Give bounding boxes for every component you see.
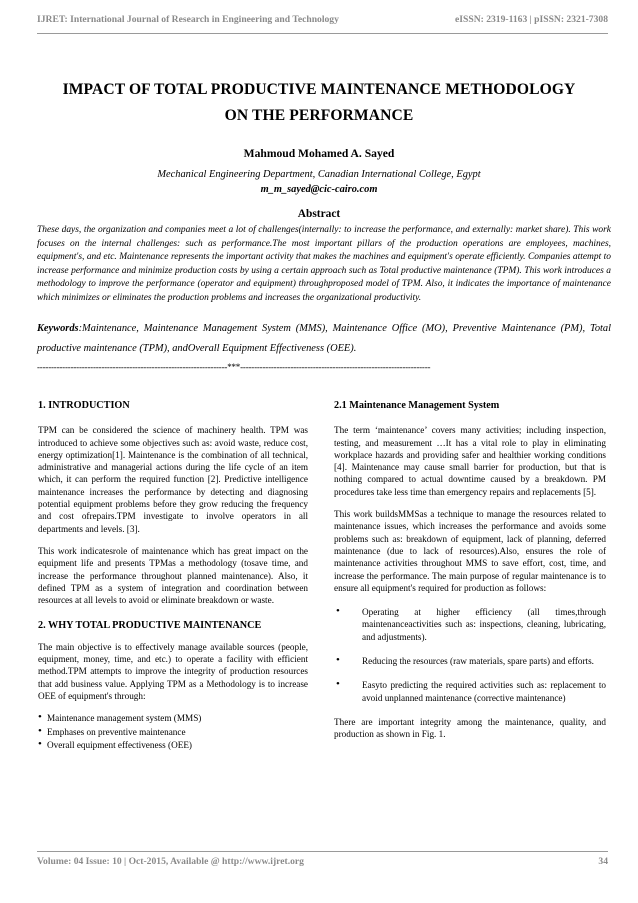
list-item: • Maintenance management system (MMS) [38, 712, 308, 724]
mms-heading: 2.1 Maintenance Management System [334, 400, 500, 411]
mms-paragraph-2: This work buildsMMSas a technique to manage the resources related to maintenance issues, which increases the performance and avoids some problems such as: breakdown of equipment, lack of planning, deferred maintenance (due to lack of resources).Also, ensures the role of maintenance activities throughout MMS to save effort, cost, time, and increase the performance. The main purpose of regular maintenance is to ensure all equipment's required for production as follows: [334, 509, 606, 593]
abstract-text: These days, the organization and companies meet a lot of challenges(internally: to increase the performance, and externally: market share). This work focuses on the internal challenges: such as performance.The most important pillars of the production operations are employees, machines, equipment's, and etc. Maintenance represents the important activity that makes the machines and equipment's operate efficiently. Companies attempt to increase performance and minimize production costs by using a certain approach such as Total productive maintenance (TPM). This work introduces a methodology to improve the performance (operator and equipment) throughproposed model of TPM. Also, it indicates the importance of maintenance which minimizes or eliminates the production problems and increases the organizational productivity. [37, 225, 611, 303]
author-name: Mahmoud Mohamed A. Sayed [243, 147, 395, 160]
right-column [334, 400, 606, 751]
author-email: m_m_sayed@cic-cairo.com [260, 184, 378, 195]
running-header [37, 14, 608, 25]
list-item: • Operating at higher efficiency (all times,through maintenanceactivities such as: inspections, cleaning, lubricating, and adjustments). [334, 606, 606, 643]
why-tpm-paragraph: The main objective is to effectively manage available sources (people, equipment, money, time, and etc.) to operate a facility with efficient method.TPM attempts to improve the integrity of production resources that add business value. Applying TPM as a Methodology is to increase OEE of equipment's through: [38, 641, 308, 701]
section-separator: --------------------------------------------------------------------***-------------------------------------------------------------------- [37, 362, 431, 372]
mms-paragraph-3: There are important integrity among the maintenance, quality, and production as shown in Fig. 1. [334, 716, 606, 740]
footer-volume: Volume: 04 Issue: 10 | Oct-2015, Available @ http://www.ijret.org [37, 856, 304, 867]
introduction-paragraph-1: TPM can be considered the science of machinery health. TPM was introduced to achieve some objectives such as: avoid waste, reduce cost, energy optimization[1]. Maintenance is the combination of all technical, administrative and managerial actions during the life cycle of an item which, it can perform the required function [2]. Predictive intelligence maintenance increases the performance by detecting and diagnosing potential equipment problems before they grow reducing the frequency and cost ofrepairs.TPM investigate to involve operators in all departments and levels. [3]. [38, 425, 308, 534]
footer-rule [37, 851, 608, 852]
maintenance-purpose-list [334, 606, 606, 704]
journal-name: IJRET: International Journal of Research in Engineering and Technology [37, 14, 339, 25]
list-item: • Emphases on preventive maintenance [38, 726, 308, 738]
paper-title [30, 77, 608, 129]
why-tpm-heading: 2. WHY TOTAL PRODUCTIVE MAINTENANCE [38, 620, 262, 632]
list-item: • Overall equipment effectiveness (OEE) [38, 739, 308, 751]
page-number: 34 [598, 856, 608, 867]
list-item: • Reducing the resources (raw materials, spare parts) and efforts. [334, 655, 606, 667]
left-column [38, 400, 308, 761]
abstract-heading: Abstract [297, 208, 341, 220]
title-line-2: ON THE PERFORMANCE [224, 107, 414, 124]
tpm-bullet-list [38, 712, 308, 751]
issn-info: eISSN: 2319-1163 | pISSN: 2321-7308 [455, 14, 608, 25]
title-line-1: IMPACT OF TOTAL PRODUCTIVE MAINTENANCE METHODOLOGY [62, 81, 576, 98]
header-rule [37, 33, 608, 34]
list-item: • Easyto predicting the required activities such as: replacement to avoid unplanned maintenance (corrective maintenance) [334, 679, 606, 704]
introduction-paragraph-2: This work indicatesrole of maintenance which has great impact on the equipment life and presents TPMas a methodology (tosave time, and increase the performance throughout planned maintenance). Also, it defined TPM as a system of integration and coordination between resources at all levels to avoid or eliminate breakdown or waste. [38, 545, 308, 606]
mms-paragraph-1: The term ‘maintenance’ covers many activities; including inspection, testing, and measurement …It has a vital role to play in eliminating workplace hazards and providing safer and healthier working conditions [4]. Maintenance may cause small barrier for production, but that is nothing compared to actual downtime caused by a breakdown. PM procedures take less time than emergency repairs and replacements [5]. [334, 425, 606, 497]
keywords-text: :Maintenance, Maintenance Management System (MMS), Maintenance Office (MO), Preventive Maintenance (PM), Total productive maintenance (TPM), andOverall Equipment Effectiveness (OEE). [37, 323, 611, 354]
running-footer [37, 856, 608, 867]
author-affiliation: Mechanical Engineering Department, Canadian International College, Egypt [157, 169, 481, 180]
keywords [37, 319, 611, 359]
keywords-label: Keywords [37, 323, 79, 334]
introduction-heading: 1. INTRODUCTION [38, 400, 130, 411]
